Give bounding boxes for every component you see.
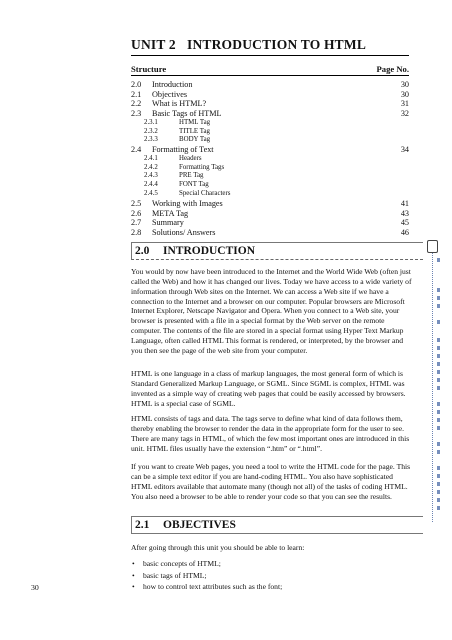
toc-num: 2.3.1 [144,118,158,126]
structure-header [131,64,409,76]
page-number: 30 [31,583,39,592]
margin-mark [437,506,440,510]
toc-page: 30 [400,89,409,99]
margin-mark [437,450,440,454]
toc-title: Objectives [152,89,188,99]
toc-num: 2.0 [131,80,142,89]
toc-title: Formatting of Text [152,145,214,155]
section-number: 2.1 [135,519,150,531]
toc-page: 30 [400,80,409,89]
toc-title: META Tag [152,208,189,218]
toc-title: Summary [152,218,184,228]
toc-entry [131,218,409,228]
unit-heading: INTRODUCTION TO HTML [187,37,367,52]
objectives-heading [131,516,423,534]
list-item: • basic tags of HTML; [131,570,416,582]
toc-num: 2.4.1 [144,154,158,162]
toc-subentry [131,181,409,190]
margin-mark [437,370,440,374]
side-margin-strip [432,242,447,522]
toc-num: 2.4.5 [144,190,158,198]
toc-page: 32 [400,109,409,119]
margin-tab-icon [427,240,438,253]
toc-num: 2.4.4 [144,181,158,189]
objectives-intro: After going through this unit you should be able to learn: [131,543,305,552]
margin-mark [437,418,440,422]
toc-page: 34 [400,145,409,155]
toc-title: HTML Tag [179,118,211,126]
margin-mark [437,410,440,414]
toc-title: Solutions/ Answers [152,227,216,237]
unit-title [131,37,409,56]
toc-entry [131,90,409,100]
toc-title: Working with Images [152,198,223,208]
toc-entry [131,80,409,90]
unit-number: UNIT 2 [131,37,176,52]
margin-mark [437,346,440,350]
list-item: • how to control text attributes such as the font; [131,581,416,593]
page-no-label: Page No. [376,64,409,74]
toc-subentry [131,128,409,137]
toc-num: 2.8 [131,227,142,237]
margin-mark [437,338,440,342]
toc-num: 2.7 [131,218,142,228]
margin-mark [437,354,440,358]
margin-mark [437,288,440,292]
toc-subentry [131,119,409,128]
margin-mark [437,442,440,446]
toc-entry [131,99,409,109]
margin-mark [437,320,440,324]
toc-num: 2.4 [131,145,142,155]
margin-mark [437,386,440,390]
introduction-heading [131,242,423,260]
structure-label: Structure [131,64,167,74]
list-item: • basic concepts of HTML; [131,558,416,570]
toc-page: 31 [400,99,409,109]
margin-mark [437,362,440,366]
toc-title: PRE Tag [179,172,204,180]
toc-num: 2.2 [131,99,142,109]
toc-subentry [131,155,409,164]
toc-subentry [131,190,409,199]
margin-mark [437,402,440,406]
objectives-list [131,558,416,593]
intro-paragraph-3: HTML consists of tags and data. The tags serve to define what kind of data follows them, thereby enabling the browser to render the data in the appropriate form for the user to see. There are many tags in HTML, of which the few most important ones are introduced in this unit. HTML files usually have the extension “.htm” or “.html”. [131,414,410,453]
toc-subentry [131,164,409,173]
intro-paragraph-1: You would by now have been introduced to the Internet and the World Wide Web (often just called the Web) and how it has changed our lives. Today we have access to a wide variety of information through Web sites on the Internet. We can access a Web site if we have a connection to the Internet and a browser on our computer. Popular browsers are Microsoft Internet Explorer, Netscape Navigator and Opera. When you connect to a Web site, your browser is presented with a file in a special format by the Web server on the remote computer. The contents of the file are stored in a special format using Hyper Text Markup Language, often called HTML This format is rendered, or interpreted, by the browser and you then see the page of the web site from your computer. [131,267,412,355]
toc-num: 2.4.3 [144,172,158,180]
toc-title: What is HTML? [152,99,207,109]
toc-entry [131,199,409,209]
margin-mark [437,258,440,262]
toc-entry [131,109,409,119]
margin-mark [437,482,440,486]
toc-subentry [131,136,409,145]
margin-mark [437,426,440,430]
margin-mark [437,296,440,300]
section-title: INTRODUCTION [163,245,256,257]
margin-mark [437,466,440,470]
toc-title: TITLE Tag [179,127,210,135]
toc-num: 2.6 [131,208,142,218]
toc-num: 2.4.2 [144,163,158,171]
intro-paragraph-4: If you want to create Web pages, you need a tool to write the HTML code for the page. This can be a simple text editor if you are hand-coding HTML. You also have sophisticated HTML editors available that automate many (though not all) of the tasks of coding HTML. You also need a browser to be able to render your code so that you can see the results. [131,462,411,501]
toc-page: 41 [400,198,409,208]
table-of-contents [131,80,409,238]
toc-title: Headers [179,154,202,162]
margin-mark [437,378,440,382]
toc-num: 2.1 [131,89,142,99]
margin-mark [437,304,440,308]
toc-title: Basic Tags of HTML [152,109,222,119]
toc-title: Special Characters [179,190,231,198]
intro-paragraph-2: HTML is one language in a class of markup languages, the most general form of which is Standard Generalized Markup Language, or SGML. Since SGML is complex, HTML was invented as a simple way of creating web pages that could be easily accessed by browsers. HTML is a special case of SGML. [131,369,406,408]
toc-entry [131,209,409,219]
toc-num: 2.3.3 [144,136,158,144]
toc-page: 45 [400,218,409,228]
toc-title: Introduction [152,80,193,89]
margin-mark [437,490,440,494]
toc-subentry [131,172,409,181]
toc-entry [131,228,409,238]
toc-page: 46 [400,227,409,237]
section-title: OBJECTIVES [163,519,236,531]
margin-mark [437,498,440,502]
toc-num: 2.3 [131,109,142,119]
toc-title: BODY Tag [179,136,211,144]
margin-mark [437,474,440,478]
section-number: 2.0 [135,245,150,257]
toc-num: 2.5 [131,198,142,208]
toc-num: 2.3.2 [144,127,158,135]
toc-entry [131,145,409,155]
toc-title: Formatting Tags [179,163,225,171]
toc-title: FONT Tag [179,181,209,189]
toc-page: 43 [400,208,409,218]
